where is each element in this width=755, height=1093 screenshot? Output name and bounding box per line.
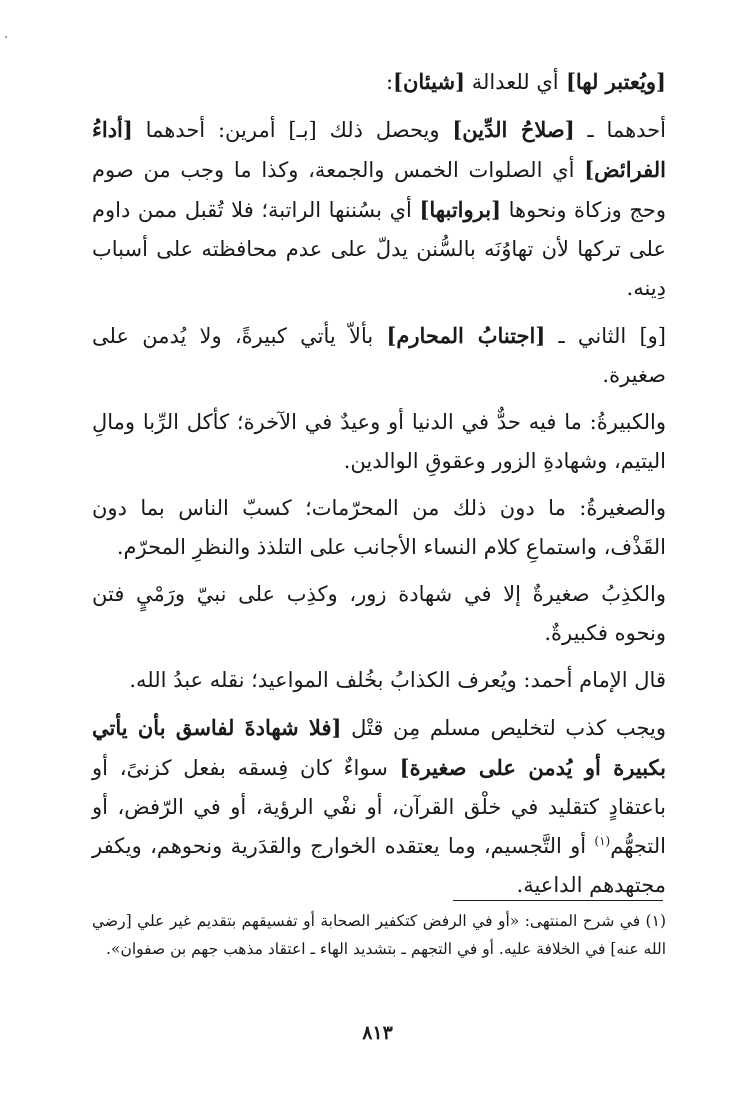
footnote-reference: (١) <box>594 834 611 848</box>
text-run: بألاّ يأتي كبيرةً، ولا يُدمن على صغيرة. <box>92 324 666 387</box>
paragraph-p5 <box>92 489 666 567</box>
main-text-body <box>92 62 666 913</box>
footnotes-area <box>92 907 666 963</box>
text-run: والكذِبُ صغيرةٌ إلا في شهادة زور، وكذِب على نبيّ ورَمْيٍ فتن ونحوه فكبيرةٌ. <box>92 582 666 645</box>
footnote-fn1: (١) في شرح المنتهى: «أو في الرفض كتكفير الصحابة أو تفسيقهم بتقديم غير علي [رضي الله عنه] في الخلافة عليه. أو في التجهم ـ بتشديد الهاء ـ اعتقاد مذهب جهم بن صفوان». <box>92 912 666 958</box>
text-run: أي للعدالة <box>465 70 559 94</box>
text-run: والكبيرةُ: ما فيه حدٌّ في الدنيا أو وعيدٌ في الآخرة؛ كأكل الرِّبا ومالِ اليتيم، وشهادةِ الزور وعقوقِ الوالدين. <box>92 410 666 473</box>
text-run: سواءٌ كان فِسقه بفعل كزنىً، أو باعتقادٍ كتقليد في خلْق القرآن، أو نفْي الرؤية، أو في الرّفض، أو التجهُّم <box>92 756 666 858</box>
bold-text-run: [فلا شهادةَ لفاسق بأن يأتي بكبيرة أو يُدمن على صغيرة] <box>92 715 666 780</box>
footnote-separator <box>453 900 663 901</box>
bold-text-run: [برواتبها] <box>419 197 502 222</box>
bold-text-run: [شيئان] <box>393 69 466 94</box>
text-run: أي بسُننها الراتبة؛ فلا تُقبل ممن داوم على تركها لأن تهاوُنَه بالسُّنن يدلّ على عدم محافظته على أسباب دِينه. <box>92 198 666 300</box>
text-run: أحدهما ـ <box>574 118 666 142</box>
text-run: ويحصل ذلك [بـ] أمرين: أحدهما <box>132 118 453 142</box>
margin-speck <box>5 36 7 38</box>
paragraph-p8 <box>92 708 666 905</box>
paragraph-p2 <box>92 110 666 308</box>
paragraph-p1 <box>92 62 666 102</box>
bold-text-run: [اجتنابُ المحارم] <box>386 323 546 348</box>
text-run: : <box>385 70 394 94</box>
text-run: أي الصلوات الخمس والجمعة، وكذا ما وجب من صوم وحج وزكاة ونحوها <box>92 158 666 222</box>
bold-text-run: [ويُعتبر لها] <box>558 69 666 94</box>
text-run: والصغيرةُ: ما دون ذلك من المحرّمات؛ كسبّ الناس بما دون القَذْف، واستماعِ كلام النساء الأجانب على التلذذ والنظرِ المحرّم. <box>92 496 666 559</box>
page-number: ٨١٣ <box>362 1022 393 1044</box>
text-run: ويجب كذب لتخليص مسلم مِن قتْل <box>341 716 666 740</box>
text-run: أو التَّجسيم، وما يعتقده الخوارج والقدَرية ونحوهم، ويكفر مجتهدهم الداعية. <box>92 834 666 897</box>
paragraph-p6 <box>92 575 666 653</box>
text-run: قال الإمام أحمد: ويُعرف الكذابُ بخُلف المواعيد؛ نقله عبدُ الله. <box>129 668 666 692</box>
paragraph-p4 <box>92 403 666 481</box>
paragraph-p3 <box>92 316 666 395</box>
text-run: [و] الثاني ـ <box>545 324 666 348</box>
paragraph-p7 <box>92 661 666 700</box>
bold-text-run: [صلاحُ الدِّين] <box>452 117 575 142</box>
bold-text-run: [أداءُ الفرائض] <box>92 117 666 182</box>
